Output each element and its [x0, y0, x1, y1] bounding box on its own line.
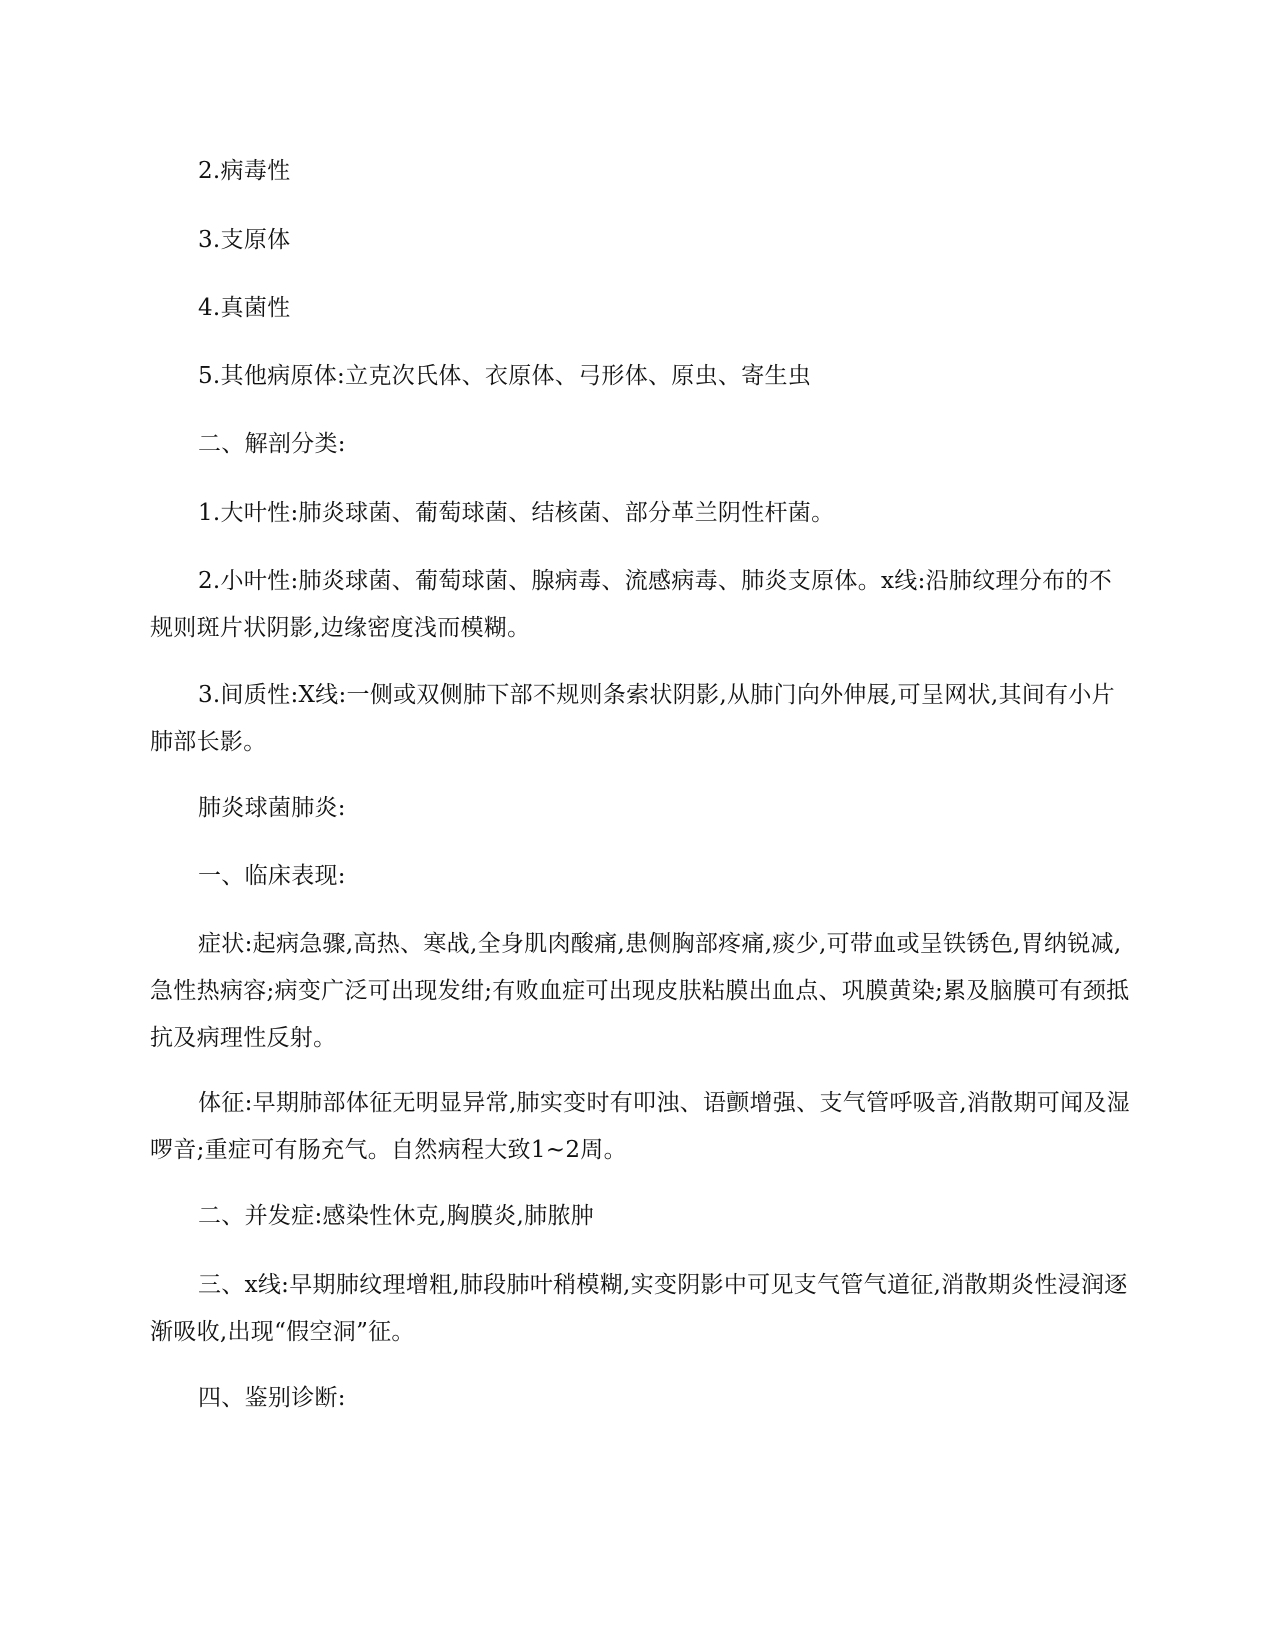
heading-anatomical-classification: 二、解剖分类: — [198, 431, 346, 457]
heading-clinical-manifestations: 一、临床表现: — [198, 863, 346, 889]
paragraph-xray: 三、x线:早期肺纹理增粗,肺段肺叶稍模糊,实变阴影中可见支气管气道征,消散期炎性浸润逐渐吸收,出现“假空洞”征。 — [150, 1272, 1128, 1345]
heading-pneumococcal-pneumonia: 肺炎球菌肺炎: — [198, 795, 346, 821]
paragraph-interstitial: 3.间质性:X线:一侧或双侧肺下部不规则条索状阴影,从肺门向外伸展,可呈网状,其间有小片肺部长影。 — [150, 682, 1115, 755]
paragraph-lobar: 1.大叶性:肺炎球菌、葡萄球菌、结核菌、部分革兰阴性杆菌。 — [198, 500, 835, 526]
paragraph-other-pathogens: 5.其他病原体:立克次氏体、衣原体、弓形体、原虫、寄生虫 — [198, 363, 812, 389]
paragraph-mycoplasma: 3.支原体 — [198, 227, 291, 253]
paragraph-signs: 体征:早期肺部体征无明显异常,肺实变时有叩浊、语颤增强、支气管呼吸音,消散期可闻及湿啰音;重症可有肠充气。自然病程大致1~2周。 — [150, 1090, 1130, 1163]
paragraph-lobular: 2.小叶性:肺炎球菌、葡萄球菌、腺病毒、流感病毒、肺炎支原体。x线:沿肺纹理分布的不规则斑片状阴影,边缘密度浅而模糊。 — [150, 568, 1113, 641]
paragraph-viral: 2.病毒性 — [198, 158, 291, 184]
heading-differential-diagnosis: 四、鉴别诊断: — [198, 1385, 346, 1411]
paragraph-fungal: 4.真菌性 — [198, 295, 291, 321]
paragraph-symptoms: 症状:起病急骤,高热、寒战,全身肌肉酸痛,患侧胸部疼痛,痰少,可带血或呈铁锈色,胃纳锐减,急性热病容;病变广泛可出现发绀;有败血症可出现皮肤粘膜出血点、巩膜黄染;累及脑膜可有颈抵抗及病理性反射。 — [150, 931, 1130, 1051]
paragraph-complications: 二、并发症:感染性休克,胸膜炎,肺脓肿 — [198, 1203, 595, 1229]
